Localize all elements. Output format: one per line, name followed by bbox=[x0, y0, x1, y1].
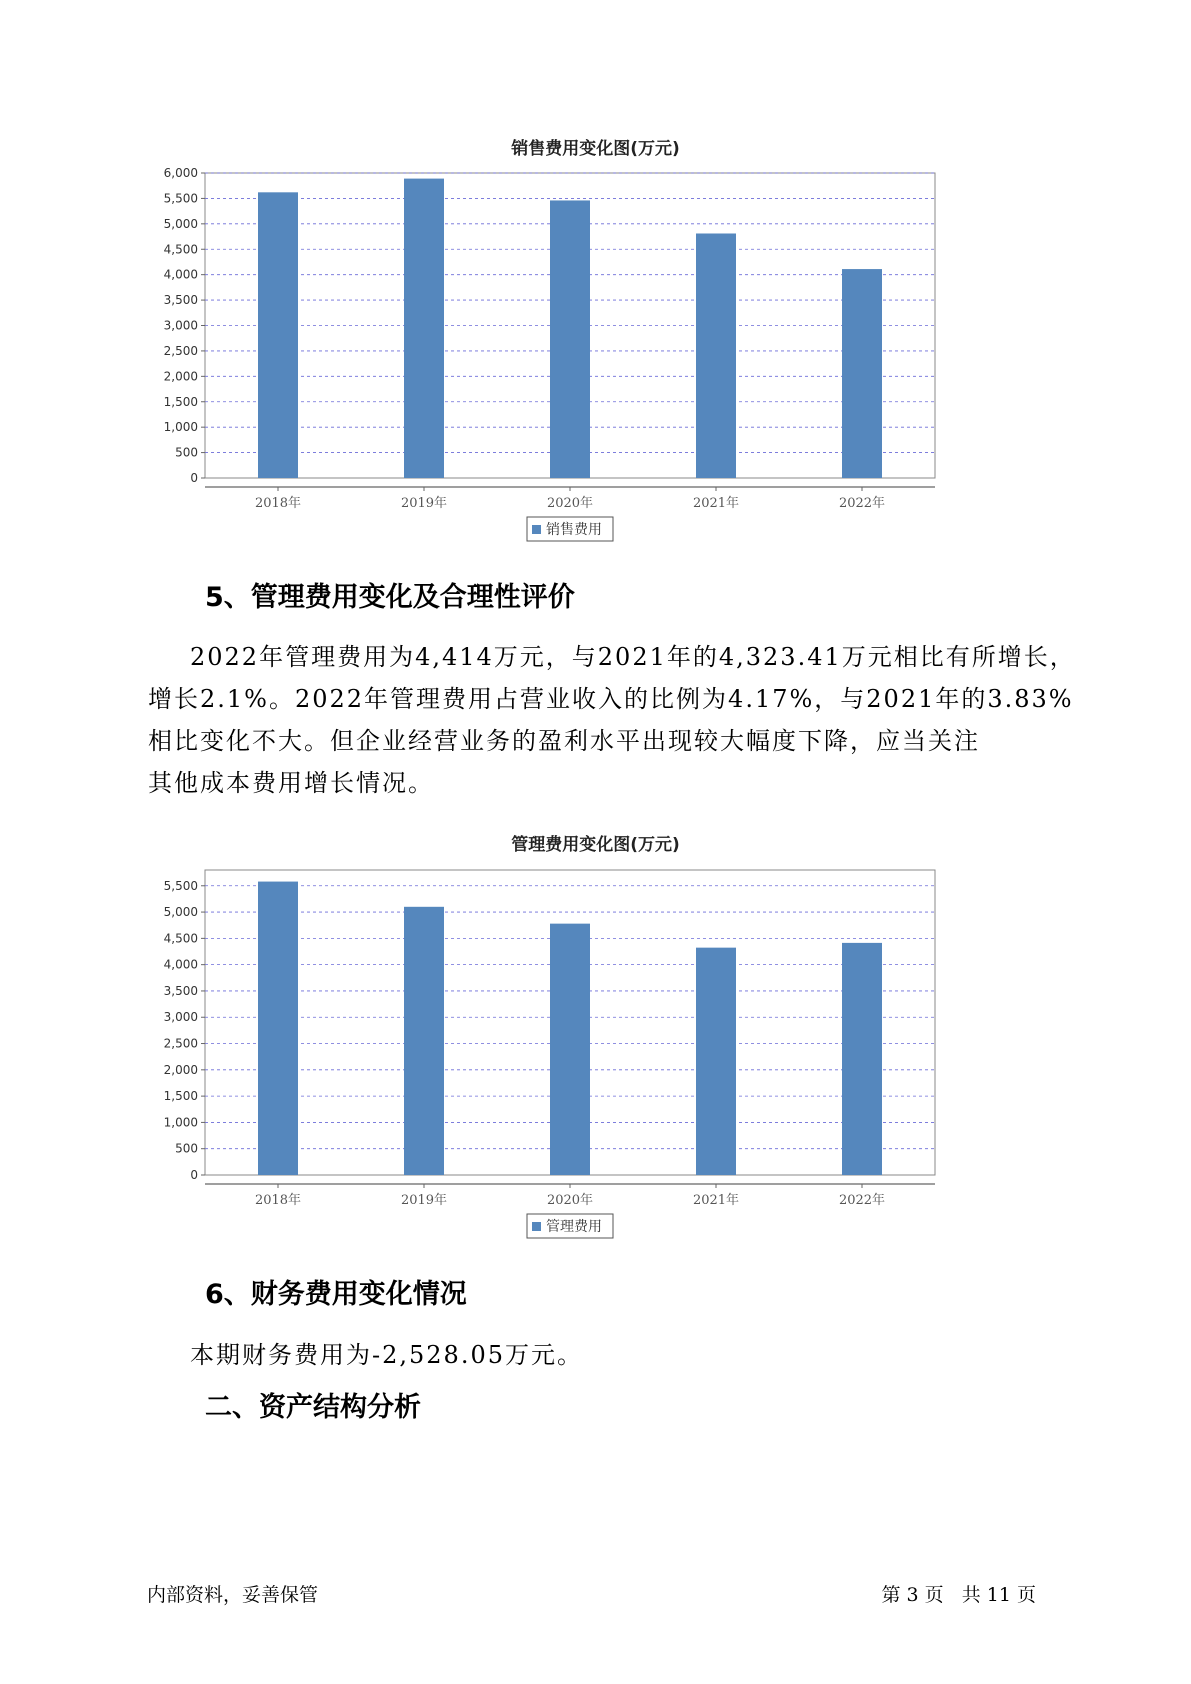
y-tick-label: 0 bbox=[190, 1168, 198, 1182]
y-tick-label: 500 bbox=[175, 445, 198, 460]
bar bbox=[258, 192, 298, 478]
y-tick-label: 4,500 bbox=[163, 242, 198, 257]
bar bbox=[404, 907, 444, 1175]
y-tick-label: 1,500 bbox=[163, 1089, 198, 1104]
bar bbox=[404, 179, 444, 478]
bar bbox=[258, 882, 298, 1175]
y-tick-label: 6,000 bbox=[163, 166, 198, 180]
section-5-heading: 5、管理费用变化及合理性评价 bbox=[205, 582, 575, 613]
y-tick-label: 1,500 bbox=[163, 394, 198, 409]
x-tick-label: 2018年 bbox=[254, 496, 302, 511]
sales-expense-chart-title: 销售费用变化图(万元) bbox=[511, 139, 680, 159]
footer-confidential-note: 内部资料，妥善保管 bbox=[147, 1584, 319, 1606]
y-tick-label: 3,000 bbox=[163, 1010, 198, 1025]
y-tick-label: 5,500 bbox=[163, 878, 198, 893]
y-tick-label: 4,000 bbox=[163, 957, 198, 972]
footer-page-number: 第 3 页 共 11 页 bbox=[881, 1584, 1036, 1606]
y-tick-label: 500 bbox=[175, 1141, 198, 1156]
section-5-line-3: 相比变化不大。但企业经营业务的盈利水平出现较大幅度下降，应当关注 bbox=[148, 727, 980, 755]
legend-label: 销售费用 bbox=[546, 522, 602, 538]
bar bbox=[696, 948, 736, 1175]
y-tick-label: 3,500 bbox=[163, 293, 198, 308]
y-tick-label: 3,500 bbox=[163, 983, 198, 998]
sales-expense-chart bbox=[150, 165, 1020, 550]
bar bbox=[842, 269, 882, 478]
y-tick-label: 2,000 bbox=[163, 369, 198, 384]
x-tick-label: 2018年 bbox=[254, 1193, 302, 1208]
section-5-line-4: 其他成本费用增长情况。 bbox=[148, 769, 434, 797]
y-tick-label: 2,000 bbox=[163, 1062, 198, 1077]
section-two-heading: 二、资产结构分析 bbox=[205, 1392, 421, 1423]
admin-expense-chart bbox=[150, 862, 1020, 1247]
y-tick-label: 3,000 bbox=[163, 318, 198, 333]
x-tick-label: 2022年 bbox=[838, 1193, 886, 1208]
bar bbox=[550, 200, 590, 478]
section-6-text: 本期财务费用为-2,528.05万元。 bbox=[190, 1341, 583, 1369]
x-tick-label: 2020年 bbox=[546, 1193, 594, 1208]
section-5-line-2: 增长2.1%。2022年管理费用占营业收入的比例为4.17%，与2021年的3.83% bbox=[148, 685, 1074, 713]
legend-swatch bbox=[532, 525, 541, 534]
bar bbox=[550, 924, 590, 1175]
legend-label: 管理费用 bbox=[546, 1219, 602, 1235]
y-tick-label: 4,500 bbox=[163, 931, 198, 946]
y-tick-label: 1,000 bbox=[163, 1115, 198, 1130]
y-tick-label: 2,500 bbox=[163, 1036, 198, 1051]
y-tick-label: 1,000 bbox=[163, 420, 198, 435]
x-tick-label: 2022年 bbox=[838, 496, 886, 511]
x-tick-label: 2019年 bbox=[400, 1193, 448, 1208]
x-tick-label: 2021年 bbox=[692, 496, 740, 511]
y-tick-label: 4,000 bbox=[163, 267, 198, 282]
sales-expense-chart-svg bbox=[150, 165, 1020, 550]
y-tick-label: 5,000 bbox=[163, 216, 198, 231]
section-5-line-1: 2022年管理费用为4,414万元，与2021年的4,323.41万元相比有所增长， bbox=[190, 643, 1076, 671]
legend bbox=[527, 517, 613, 541]
x-tick-label: 2020年 bbox=[546, 496, 594, 511]
x-tick-label: 2019年 bbox=[400, 496, 448, 511]
bar bbox=[696, 233, 736, 478]
admin-expense-chart-title: 管理费用变化图(万元) bbox=[511, 835, 680, 855]
y-tick-label: 0 bbox=[190, 471, 198, 485]
legend bbox=[527, 1214, 613, 1238]
bar bbox=[842, 943, 882, 1175]
admin-expense-chart-svg bbox=[150, 862, 1020, 1247]
y-tick-label: 5,500 bbox=[163, 191, 198, 206]
section-6-heading: 6、财务费用变化情况 bbox=[205, 1279, 467, 1310]
x-tick-label: 2021年 bbox=[692, 1193, 740, 1208]
legend-swatch bbox=[532, 1222, 541, 1231]
y-tick-label: 2,500 bbox=[163, 343, 198, 358]
y-tick-label: 5,000 bbox=[163, 905, 198, 920]
